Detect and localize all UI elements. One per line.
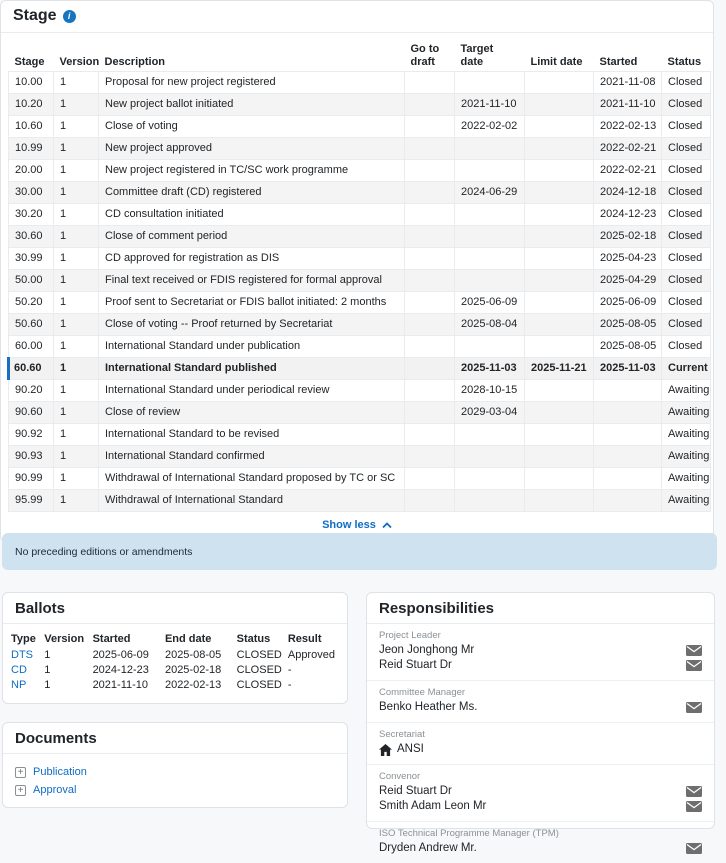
envelope-icon bbox=[686, 702, 702, 713]
stage-row bbox=[9, 292, 711, 314]
stage-cell-version: 1 bbox=[54, 248, 99, 270]
person-name: Dryden Andrew Mr. bbox=[379, 842, 477, 854]
stage-cell-started: 2024-12-23 bbox=[594, 204, 662, 226]
stage-cell-status: Closed bbox=[662, 72, 711, 94]
person-name: Benko Heather Ms. bbox=[379, 701, 478, 713]
stage-cell-status: Closed bbox=[662, 182, 711, 204]
stage-cell-limit-date bbox=[525, 424, 594, 446]
stage-cell-go-to-draft bbox=[405, 490, 455, 512]
stage-cell-started bbox=[594, 424, 662, 446]
stage-cell-started bbox=[594, 468, 662, 490]
stage-cell-status: Closed bbox=[662, 204, 711, 226]
ballot-cell-started: 2021-11-10 bbox=[92, 679, 149, 691]
stage-cell-started bbox=[594, 490, 662, 512]
stage-cell-stage: 60.00 bbox=[9, 336, 54, 358]
stage-cell-target-date bbox=[455, 490, 525, 512]
stage-cell-go-to-draft bbox=[405, 358, 455, 380]
stage-cell-stage: 20.00 bbox=[9, 160, 54, 182]
stage-cell-target-date: 2021-11-10 bbox=[455, 94, 525, 116]
stage-row bbox=[9, 116, 711, 138]
stage-cell-version: 1 bbox=[54, 138, 99, 160]
stage-cell-go-to-draft bbox=[405, 424, 455, 446]
stage-cell-target-date bbox=[455, 160, 525, 182]
stage-cell-status: Closed bbox=[662, 94, 711, 116]
stage-row bbox=[9, 380, 711, 402]
stage-cell-description: CD consultation initiated bbox=[99, 204, 405, 226]
stage-cell-limit-date bbox=[525, 72, 594, 94]
ballot-cell-type bbox=[11, 663, 44, 678]
stage-cell-go-to-draft bbox=[405, 336, 455, 358]
stage-cell-status: Current bbox=[662, 358, 711, 380]
stage-cell-description: Committee draft (CD) registered bbox=[99, 182, 405, 204]
stage-cell-description: Proposal for new project registered bbox=[99, 72, 405, 94]
info-icon[interactable]: i bbox=[63, 10, 76, 23]
ballot-cell-type bbox=[11, 678, 44, 693]
document-link[interactable]: Approval bbox=[33, 784, 77, 796]
responsibilities-section bbox=[366, 592, 715, 854]
home-icon bbox=[379, 744, 392, 756]
stage-title: Stage bbox=[13, 7, 57, 24]
stage-cell-version: 1 bbox=[54, 402, 99, 424]
stage-row bbox=[9, 336, 711, 358]
person-row bbox=[379, 742, 702, 757]
stage-cell-version: 1 bbox=[54, 270, 99, 292]
stage-cell-status: Awaiting bbox=[662, 402, 711, 424]
email-button[interactable] bbox=[686, 702, 702, 713]
stage-row bbox=[9, 72, 711, 94]
stage-row bbox=[9, 94, 711, 116]
column-header-target-date: Target date bbox=[460, 43, 494, 68]
stage-row bbox=[9, 270, 711, 292]
email-button[interactable] bbox=[686, 786, 702, 797]
stage-cell-status: Closed bbox=[662, 116, 711, 138]
ballot-type-link[interactable]: CD bbox=[11, 664, 27, 676]
column-header-description: Description bbox=[104, 56, 166, 68]
stage-cell-started: 2025-02-18 bbox=[594, 226, 662, 248]
ballots-column-started: Started bbox=[92, 633, 131, 645]
envelope-icon bbox=[686, 786, 702, 797]
stage-cell-description: New project approved bbox=[99, 138, 405, 160]
stage-cell-version: 1 bbox=[54, 424, 99, 446]
stage-cell-status: Awaiting bbox=[662, 468, 711, 490]
stage-cell-description: New project registered in TC/SC work programme bbox=[99, 160, 405, 182]
stage-row bbox=[9, 490, 711, 512]
stage-cell-status: Closed bbox=[662, 314, 711, 336]
stage-cell-version: 1 bbox=[54, 468, 99, 490]
envelope-icon bbox=[686, 660, 702, 671]
stage-cell-target-date bbox=[455, 226, 525, 248]
expand-plus-icon[interactable]: + bbox=[15, 767, 26, 778]
stage-cell-stage: 95.99 bbox=[9, 490, 54, 512]
stage-row bbox=[9, 314, 711, 336]
stage-cell-started bbox=[594, 402, 662, 424]
stage-cell-target-date bbox=[455, 204, 525, 226]
ballots-title: Ballots bbox=[3, 593, 347, 624]
stage-cell-description: International Standard confirmed bbox=[99, 446, 405, 468]
notice-text: No preceding editions or amendments bbox=[15, 545, 193, 558]
ballot-cell-status: CLOSED bbox=[236, 664, 282, 676]
person-row bbox=[379, 841, 702, 856]
stage-cell-go-to-draft bbox=[405, 270, 455, 292]
stage-cell-target-date: 2025-08-04 bbox=[455, 314, 525, 336]
stage-cell-go-to-draft bbox=[405, 204, 455, 226]
stage-cell-description: International Standard under publication bbox=[99, 336, 405, 358]
stage-cell-limit-date bbox=[525, 446, 594, 468]
stage-row bbox=[9, 204, 711, 226]
stage-cell-stage: 10.99 bbox=[9, 138, 54, 160]
email-button[interactable] bbox=[686, 843, 702, 854]
ballot-cell-end-date: 2025-02-18 bbox=[164, 664, 222, 676]
stage-cell-limit-date bbox=[525, 248, 594, 270]
responsibility-group bbox=[367, 822, 714, 863]
stage-cell-version: 1 bbox=[54, 182, 99, 204]
ballot-cell-result: - bbox=[287, 664, 292, 676]
ballot-cell-started: 2025-06-09 bbox=[92, 649, 149, 661]
ballots-column-result: Result bbox=[287, 633, 322, 645]
stage-cell-description: International Standard published bbox=[99, 358, 405, 380]
stage-cell-description: Close of comment period bbox=[99, 226, 405, 248]
stage-cell-stage: 30.00 bbox=[9, 182, 54, 204]
stage-cell-stage: 60.60 bbox=[9, 358, 54, 380]
stage-cell-started bbox=[594, 446, 662, 468]
person-row bbox=[379, 700, 702, 715]
stage-cell-version: 1 bbox=[54, 490, 99, 512]
stage-cell-stage: 30.20 bbox=[9, 204, 54, 226]
person-row bbox=[379, 643, 702, 658]
stage-header-row bbox=[9, 41, 711, 72]
stage-row bbox=[9, 248, 711, 270]
person-row bbox=[379, 799, 702, 814]
ballot-row bbox=[11, 648, 339, 663]
stage-cell-go-to-draft bbox=[405, 380, 455, 402]
envelope-icon bbox=[686, 801, 702, 812]
stage-cell-limit-date bbox=[525, 468, 594, 490]
stage-cell-limit-date bbox=[525, 116, 594, 138]
stage-cell-description: Withdrawal of International Standard bbox=[99, 490, 405, 512]
stage-cell-go-to-draft bbox=[405, 248, 455, 270]
stage-cell-version: 1 bbox=[54, 160, 99, 182]
stage-cell-started: 2025-06-09 bbox=[594, 292, 662, 314]
stage-cell-version: 1 bbox=[54, 446, 99, 468]
stage-cell-status: Awaiting bbox=[662, 490, 711, 512]
stage-cell-description: Proof sent to Secretariat or FDIS ballot initiated: 2 months bbox=[99, 292, 405, 314]
ballot-cell-status: CLOSED bbox=[236, 679, 282, 691]
stage-cell-status: Closed bbox=[662, 226, 711, 248]
stage-cell-stage: 10.60 bbox=[9, 116, 54, 138]
stage-cell-target-date bbox=[455, 270, 525, 292]
stage-cell-started: 2025-04-29 bbox=[594, 270, 662, 292]
stage-cell-status: Closed bbox=[662, 138, 711, 160]
ballot-cell-type bbox=[11, 648, 44, 663]
responsibility-group bbox=[367, 765, 714, 822]
stage-cell-description: Close of voting -- Proof returned by Secretariat bbox=[99, 314, 405, 336]
stage-cell-version: 1 bbox=[54, 94, 99, 116]
stage-row bbox=[9, 182, 711, 204]
stage-cell-description: International Standard under periodical review bbox=[99, 380, 405, 402]
ballot-cell-status: CLOSED bbox=[236, 649, 282, 661]
ballot-cell-result: - bbox=[287, 679, 292, 691]
column-header-started: Started bbox=[599, 56, 638, 68]
stage-table-wrap bbox=[7, 41, 710, 541]
ballot-cell-result: Approved bbox=[287, 649, 335, 661]
stage-cell-target-date: 2024-06-29 bbox=[455, 182, 525, 204]
stage-cell-status: Awaiting bbox=[662, 380, 711, 402]
envelope-icon bbox=[686, 645, 702, 656]
stage-cell-started: 2022-02-21 bbox=[594, 138, 662, 160]
role-label: Project Leader bbox=[379, 630, 441, 641]
stage-cell-limit-date bbox=[525, 226, 594, 248]
stage-cell-limit-date bbox=[525, 314, 594, 336]
person-name: Jeon Jonghong Mr bbox=[379, 644, 475, 656]
stage-cell-stage: 10.20 bbox=[9, 94, 54, 116]
stage-cell-description: New project ballot initiated bbox=[99, 94, 405, 116]
stage-cell-started: 2025-08-05 bbox=[594, 336, 662, 358]
stage-cell-target-date: 2025-11-03 bbox=[455, 358, 525, 380]
stage-row bbox=[9, 160, 711, 182]
stage-cell-target-date bbox=[455, 72, 525, 94]
stage-cell-go-to-draft bbox=[405, 226, 455, 248]
stage-cell-version: 1 bbox=[54, 358, 99, 380]
envelope-icon bbox=[686, 843, 702, 854]
ballot-cell-version: 1 bbox=[44, 679, 51, 691]
person-name: Reid Stuart Dr bbox=[379, 659, 452, 671]
ballot-cell-version: 1 bbox=[44, 649, 51, 661]
column-header-limit-date: Limit date bbox=[530, 56, 583, 68]
stage-row bbox=[9, 402, 711, 424]
role-label: Secretariat bbox=[379, 729, 425, 740]
column-header-go-to-draft: Go to draft bbox=[410, 43, 440, 68]
stage-cell-go-to-draft bbox=[405, 94, 455, 116]
stage-cell-stage: 10.00 bbox=[9, 72, 54, 94]
column-header-stage: Stage bbox=[14, 56, 45, 68]
email-button[interactable] bbox=[686, 645, 702, 656]
stage-cell-limit-date bbox=[525, 182, 594, 204]
document-link[interactable]: Publication bbox=[33, 766, 87, 778]
stage-cell-status: Awaiting bbox=[662, 446, 711, 468]
stage-cell-stage: 90.60 bbox=[9, 402, 54, 424]
stage-cell-limit-date bbox=[525, 94, 594, 116]
responsibility-group bbox=[367, 723, 714, 765]
stage-cell-go-to-draft bbox=[405, 314, 455, 336]
stage-row bbox=[9, 226, 711, 248]
stage-row bbox=[9, 446, 711, 468]
show-less-label: Show less bbox=[322, 519, 376, 531]
stage-cell-stage: 90.99 bbox=[9, 468, 54, 490]
stage-cell-go-to-draft bbox=[405, 72, 455, 94]
ballots-column-type: Type bbox=[11, 633, 36, 645]
ballots-column-status: Status bbox=[236, 633, 271, 645]
stage-cell-target-date bbox=[455, 336, 525, 358]
stage-cell-version: 1 bbox=[54, 336, 99, 358]
stage-cell-version: 1 bbox=[54, 72, 99, 94]
person-name: Reid Stuart Dr bbox=[379, 785, 452, 797]
stage-cell-target-date: 2029-03-04 bbox=[455, 402, 525, 424]
ballots-column-end-date: End date bbox=[164, 633, 212, 645]
stage-cell-started bbox=[594, 380, 662, 402]
person-name: Smith Adam Leon Mr bbox=[379, 800, 487, 812]
ballots-section bbox=[2, 592, 348, 704]
stage-cell-description: CD approved for registration as DIS bbox=[99, 248, 405, 270]
stage-cell-stage: 90.20 bbox=[9, 380, 54, 402]
stage-cell-version: 1 bbox=[54, 226, 99, 248]
stage-cell-target-date bbox=[455, 248, 525, 270]
stage-cell-started: 2022-02-13 bbox=[594, 116, 662, 138]
person-row bbox=[379, 784, 702, 799]
stage-cell-target-date bbox=[455, 468, 525, 490]
stage-cell-go-to-draft bbox=[405, 446, 455, 468]
stage-cell-target-date: 2028-10-15 bbox=[455, 380, 525, 402]
stage-cell-limit-date bbox=[525, 204, 594, 226]
responsibilities-title: Responsibilities bbox=[367, 593, 714, 624]
stage-cell-started: 2022-02-21 bbox=[594, 160, 662, 182]
stage-row bbox=[9, 424, 711, 446]
stage-cell-stage: 90.93 bbox=[9, 446, 54, 468]
stage-cell-version: 1 bbox=[54, 204, 99, 226]
stage-cell-limit-date bbox=[525, 160, 594, 182]
stage-cell-description: Close of voting bbox=[99, 116, 405, 138]
stage-table bbox=[7, 41, 711, 512]
stage-cell-started: 2025-08-05 bbox=[594, 314, 662, 336]
role-label: ISO Technical Programme Manager (TPM) bbox=[379, 828, 559, 839]
stage-row bbox=[9, 468, 711, 490]
ballots-column-version: Version bbox=[44, 633, 85, 645]
expand-plus-icon[interactable]: + bbox=[15, 785, 26, 796]
stage-cell-target-date: 2025-06-09 bbox=[455, 292, 525, 314]
stage-row bbox=[9, 358, 711, 380]
stage-cell-go-to-draft bbox=[405, 138, 455, 160]
documents-title: Documents bbox=[3, 723, 347, 754]
stage-cell-status: Closed bbox=[662, 270, 711, 292]
notice-banner bbox=[2, 533, 717, 570]
stage-cell-limit-date bbox=[525, 138, 594, 160]
ballots-header-row bbox=[11, 631, 339, 648]
stage-cell-description: International Standard to be revised bbox=[99, 424, 405, 446]
ballot-cell-started: 2024-12-23 bbox=[92, 664, 149, 676]
chevron-up-icon bbox=[382, 522, 392, 529]
stage-cell-go-to-draft bbox=[405, 116, 455, 138]
person-row bbox=[379, 658, 702, 673]
stage-cell-started: 2024-12-18 bbox=[594, 182, 662, 204]
stage-cell-limit-date bbox=[525, 490, 594, 512]
ballot-row bbox=[11, 678, 339, 693]
stage-cell-target-date bbox=[455, 424, 525, 446]
stage-cell-stage: 50.00 bbox=[9, 270, 54, 292]
stage-cell-limit-date bbox=[525, 380, 594, 402]
responsibility-group bbox=[367, 624, 714, 681]
stage-cell-go-to-draft bbox=[405, 160, 455, 182]
stage-card-header bbox=[1, 1, 713, 33]
role-label: Convenor bbox=[379, 771, 421, 782]
stage-cell-limit-date bbox=[525, 336, 594, 358]
ballot-cell-end-date: 2025-08-05 bbox=[164, 649, 222, 661]
stage-cell-go-to-draft bbox=[405, 182, 455, 204]
stage-cell-go-to-draft bbox=[405, 402, 455, 424]
stage-cell-description: Final text received or FDIS registered for formal approval bbox=[99, 270, 405, 292]
ballot-cell-version: 1 bbox=[44, 664, 51, 676]
stage-cell-description: Close of review bbox=[99, 402, 405, 424]
ballot-type-link[interactable]: NP bbox=[11, 679, 27, 691]
responsibility-group bbox=[367, 681, 714, 723]
ballot-type-link[interactable]: DTS bbox=[11, 649, 33, 661]
column-header-version: Version bbox=[59, 56, 100, 68]
stage-cell-started: 2021-11-08 bbox=[594, 72, 662, 94]
stage-cell-status: Closed bbox=[662, 248, 711, 270]
stage-cell-limit-date bbox=[525, 270, 594, 292]
stage-cell-limit-date: 2025-11-21 bbox=[525, 358, 594, 380]
ballot-cell-end-date: 2022-02-13 bbox=[164, 679, 222, 691]
stage-cell-limit-date bbox=[525, 402, 594, 424]
email-button[interactable] bbox=[686, 660, 702, 671]
stage-cell-status: Closed bbox=[662, 292, 711, 314]
stage-cell-status: Awaiting bbox=[662, 424, 711, 446]
stage-cell-target-date: 2022-02-02 bbox=[455, 116, 525, 138]
stage-cell-go-to-draft bbox=[405, 292, 455, 314]
stage-cell-started: 2021-11-10 bbox=[594, 94, 662, 116]
stage-cell-stage: 90.92 bbox=[9, 424, 54, 446]
stage-cell-version: 1 bbox=[54, 314, 99, 336]
stage-cell-description: Withdrawal of International Standard proposed by TC or SC bbox=[99, 468, 405, 490]
stage-cell-go-to-draft bbox=[405, 468, 455, 490]
stage-cell-target-date bbox=[455, 446, 525, 468]
stage-cell-stage: 30.99 bbox=[9, 248, 54, 270]
stage-row bbox=[9, 138, 711, 160]
ballot-row bbox=[11, 663, 339, 678]
role-label: Committee Manager bbox=[379, 687, 466, 698]
stage-cell-stage: 50.20 bbox=[9, 292, 54, 314]
stage-cell-started: 2025-04-23 bbox=[594, 248, 662, 270]
stage-cell-version: 1 bbox=[54, 380, 99, 402]
ballots-table bbox=[11, 631, 339, 693]
stage-cell-limit-date bbox=[525, 292, 594, 314]
document-item bbox=[15, 781, 335, 799]
email-button[interactable] bbox=[686, 801, 702, 812]
column-header-status: Status bbox=[667, 56, 702, 68]
stage-cell-version: 1 bbox=[54, 292, 99, 314]
stage-cell-status: Closed bbox=[662, 336, 711, 358]
stage-cell-stage: 50.60 bbox=[9, 314, 54, 336]
stage-cell-target-date bbox=[455, 138, 525, 160]
document-item bbox=[15, 763, 335, 781]
stage-cell-stage: 30.60 bbox=[9, 226, 54, 248]
documents-section bbox=[2, 722, 348, 808]
stage-cell-version: 1 bbox=[54, 116, 99, 138]
person-name: ANSI bbox=[379, 742, 424, 757]
stage-cell-status: Closed bbox=[662, 160, 711, 182]
stage-cell-started: 2025-11-03 bbox=[594, 358, 662, 380]
